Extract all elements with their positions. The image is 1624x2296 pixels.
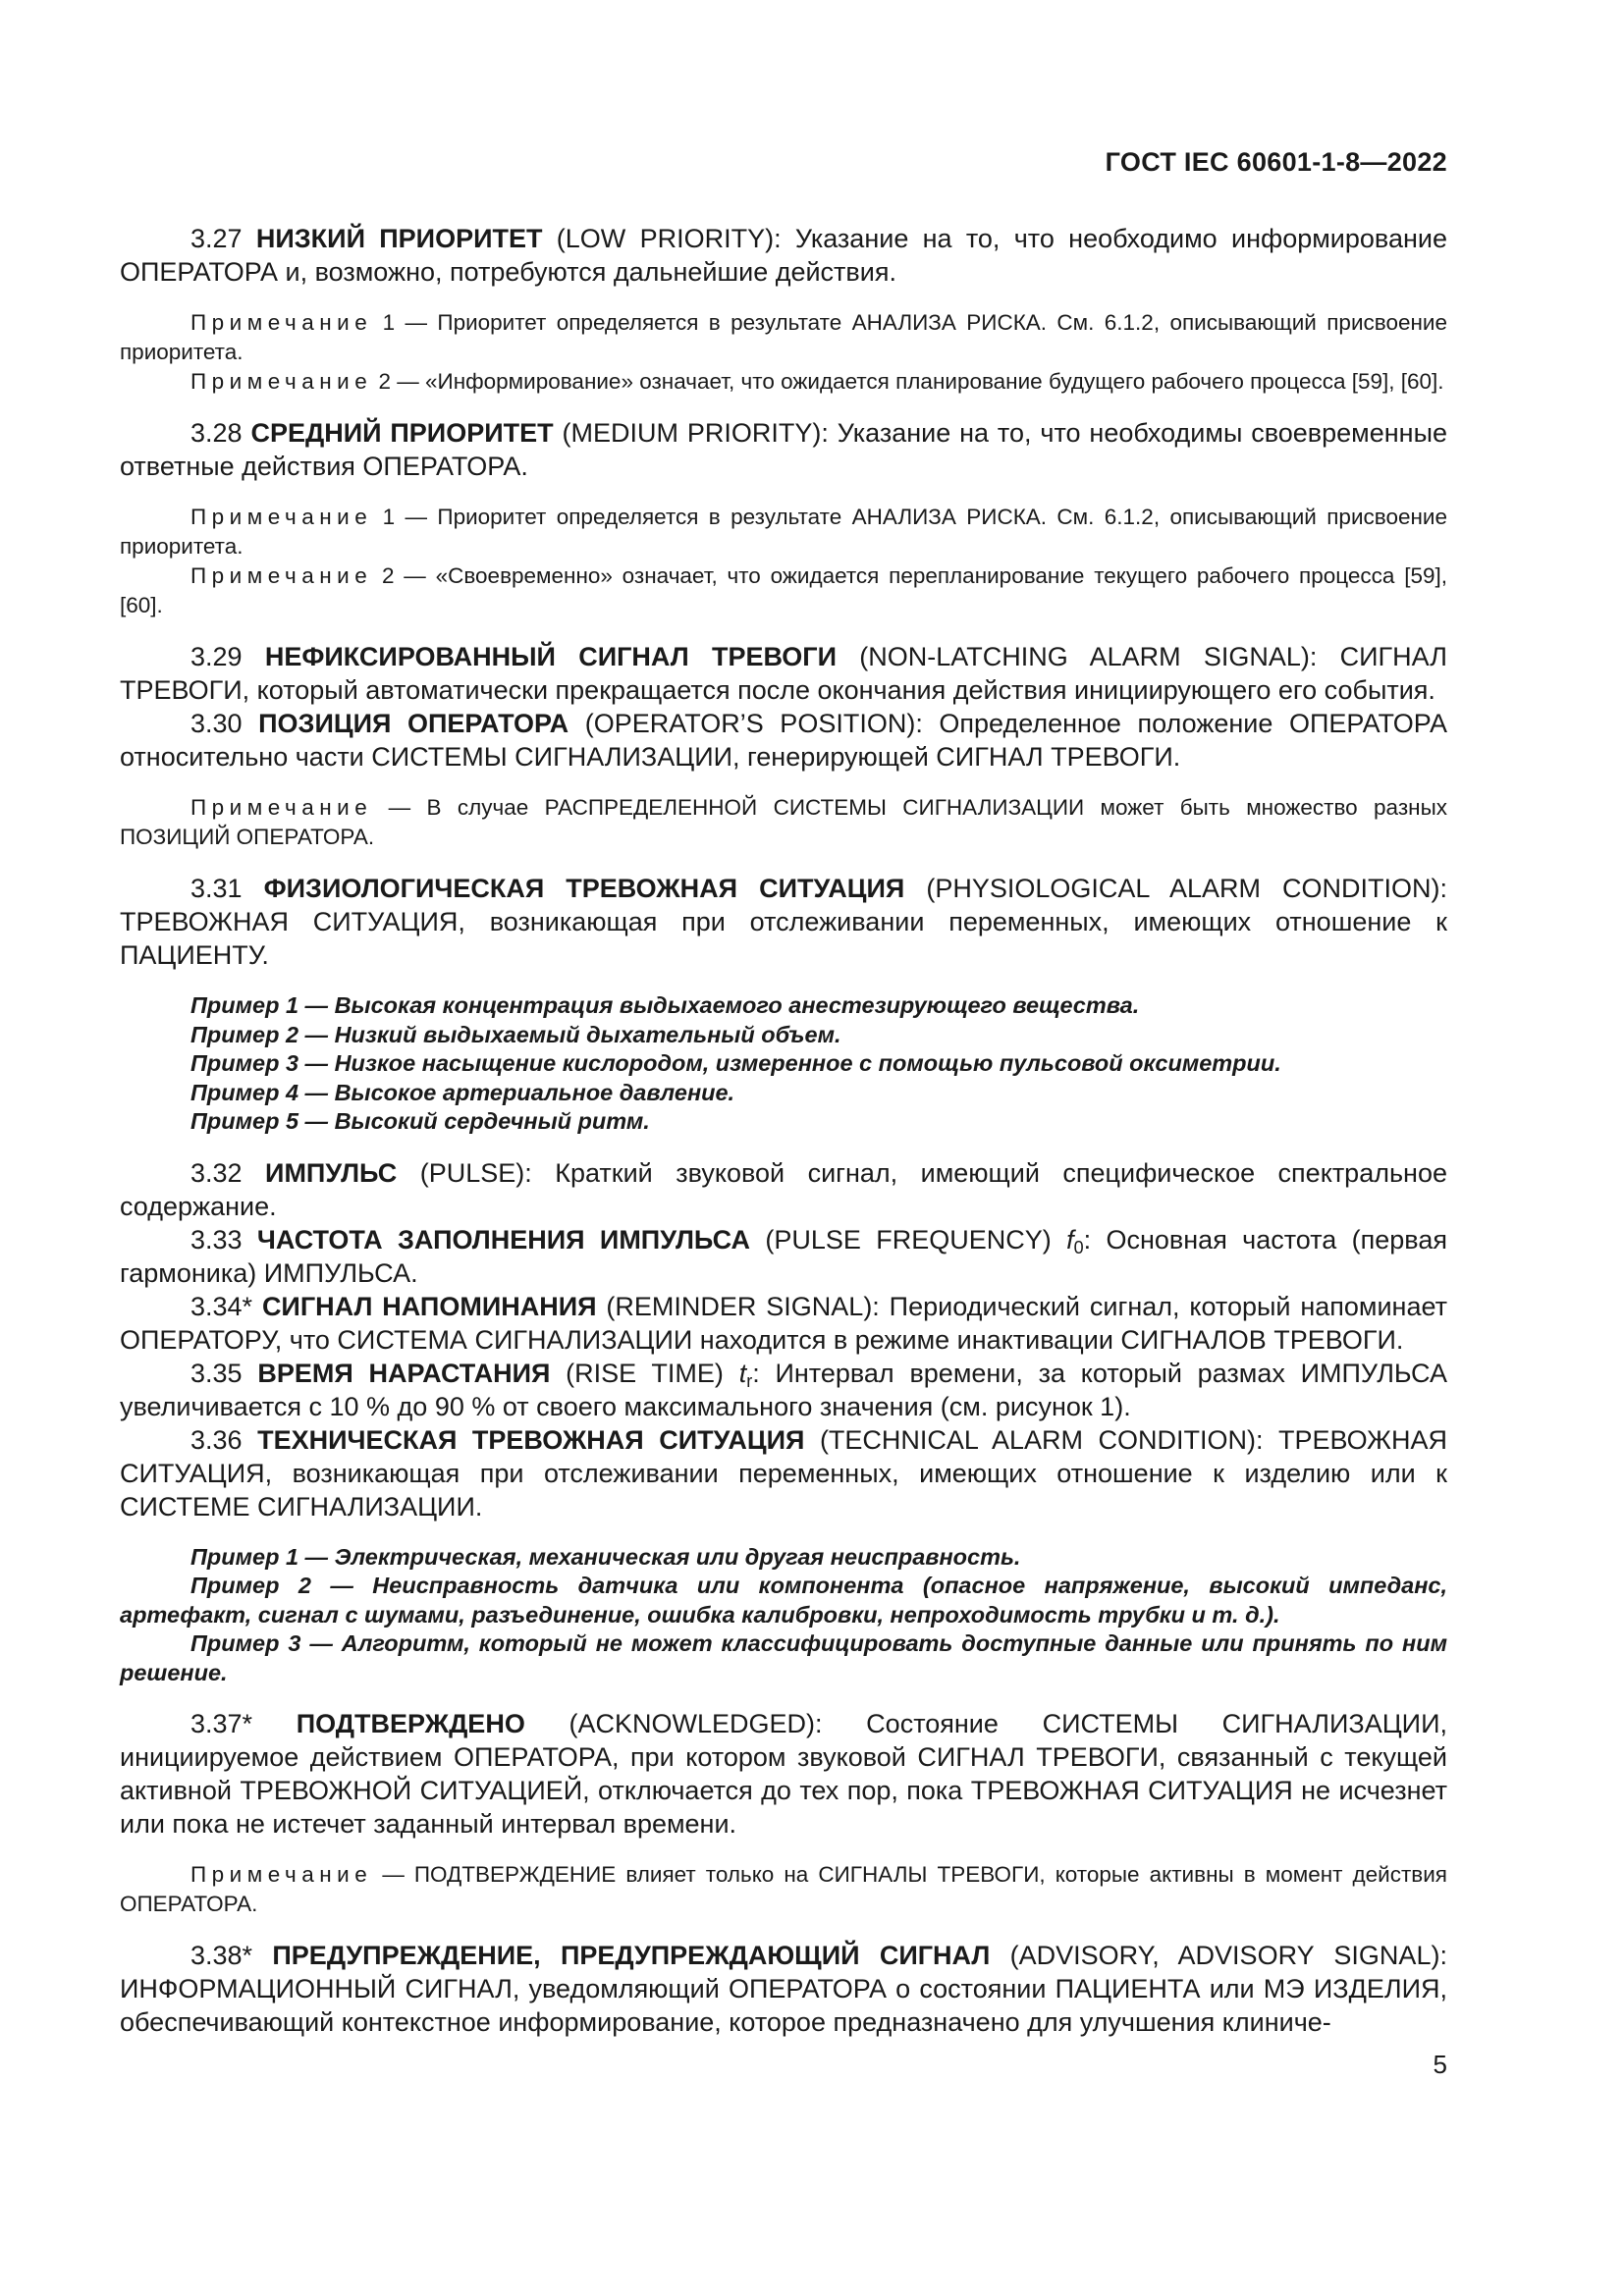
note-label: Примечание (190, 310, 373, 335)
symbol: t (738, 1358, 747, 1388)
term-definition: (NON-LATCHING ALARM SIGNAL): СИГНАЛ ТРЕВОГИ, который автоматически прекращается после окончания действия инициирующего его события. (120, 642, 1447, 705)
symbol-subscript: r (746, 1370, 753, 1391)
term-english: (PULSE FREQUENCY) (765, 1224, 1052, 1255)
note-text: 2 — «Информирование» означает, что ожидается планирование будущего рабочего процесса [59], [60]. (378, 369, 1444, 394)
note-text: — ПОДТВЕРЖДЕНИЕ влияет только на СИГНАЛЫ ТРЕВОГИ, которые активны в момент действия ОПЕРАТОРА. (120, 1862, 1447, 1916)
note-label: Примечание (190, 1862, 373, 1887)
term-name: ВРЕМЯ НАРАСТАНИЯ (257, 1358, 551, 1388)
term-number: 3.38* (190, 1941, 253, 1970)
symbol-subscript: 0 (1073, 1237, 1084, 1257)
notes-3-37 (120, 1860, 1447, 1919)
term-3-33 (120, 1223, 1447, 1290)
term-3-38 (120, 1939, 1447, 2039)
term-number: 3.36 (190, 1424, 243, 1455)
note-text: — В случае РАСПРЕДЕЛЕННОЙ СИСТЕМЫ СИГНАЛИЗАЦИИ может быть множество разных ПОЗИЦИЙ ОПЕРАТОРА. (120, 795, 1447, 849)
example-item: Пример 2 — Низкий выдыхаемый дыхательный объем. (190, 1021, 841, 1047)
document-body (120, 222, 1447, 2039)
term-3-36 (120, 1423, 1447, 1523)
page-number: 5 (1433, 2050, 1447, 2079)
term-name: СИГНАЛ НАПОМИНАНИЯ (261, 1291, 597, 1321)
term-3-34 (120, 1290, 1447, 1357)
term-definition: (PHYSIOLOGICAL ALARM CONDITION): ТРЕВОЖНАЯ СИТУАЦИЯ, возникающая при отслеживании переменных, имеющих отношение к ПАЦИЕНТУ. (120, 874, 1447, 970)
notes-3-27 (120, 308, 1447, 397)
note-label: Примечание (190, 369, 373, 394)
term-number: 3.27 (190, 224, 243, 253)
term-definition: : Интервал времени, за который размах ИМПУЛЬСА увеличивается с 10 % до 90 % от своего максимального значения (см. рисунок 1). (120, 1358, 1447, 1421)
note (120, 1860, 1447, 1919)
example-item: Пример 1 — Электрическая, механическая или другая неисправность. (190, 1543, 1021, 1570)
example-item: Пример 3 — Низкое насыщение кислородом, измеренное с помощью пульсовой оксиметрии. (190, 1050, 1281, 1076)
note-text: 1 — Приоритет определяется в результате АНАЛИЗА РИСКА. См. 6.1.2, описывающий присвоение приоритета. (120, 310, 1447, 364)
term-name: ИМПУЛЬС (265, 1157, 398, 1188)
note (120, 503, 1447, 561)
document-header: ГОСТ IEC 60601-1-8—2022 (1105, 147, 1447, 177)
term-name: НИЗКИЙ ПРИОРИТЕТ (255, 224, 543, 253)
example-item: Пример 3 — Алгоритм, который не может классифицировать доступные данные или принять по ним решение. (120, 1630, 1447, 1685)
term-3-27 (120, 222, 1447, 289)
term-number: 3.34* (190, 1291, 253, 1321)
term-name: ПОЗИЦИЯ ОПЕРАТОРА (258, 709, 569, 738)
term-number: 3.35 (190, 1358, 243, 1388)
term-number: 3.28 (190, 418, 243, 448)
examples-3-36 (120, 1543, 1447, 1688)
note-text: 1 — Приоритет определяется в результате АНАЛИЗА РИСКА. См. 6.1.2, описывающий присвоение приоритета. (120, 505, 1447, 559)
term-definition: (ACKNOWLEDGED): Состояние СИСТЕМЫ СИГНАЛИЗАЦИИ, инициируемое действием ОПЕРАТОРА, при котором звуковой СИГНАЛ ТРЕВОГИ, связанный с текущей активной ТРЕВОЖНОЙ СИТУАЦИЕЙ, отключается до тех пор, пока ТРЕВОЖНАЯ СИТУАЦИЯ не исчезнет или пока не истечет заданный интервал времени. (120, 1709, 1447, 1839)
term-name: НЕФИКСИРОВАННЫЙ СИГНАЛ ТРЕВОГИ (264, 642, 838, 671)
term-name: ЧАСТОТА ЗАПОЛНЕНИЯ ИМПУЛЬСА (256, 1224, 750, 1255)
term-definition: (OPERATOR’S POSITION): Определенное положение ОПЕРАТОРА относительно части СИСТЕМЫ СИГНАЛИЗАЦИИ, генерирующей СИГНАЛ ТРЕВОГИ. (120, 709, 1447, 772)
term-definition: : Основная частота (первая гармоника) ИМПУЛЬСА. (120, 1224, 1447, 1288)
term-definition: (MEDIUM PRIORITY): Указание на то, что необходимы своевременные ответные действия ОПЕРАТОРА. (120, 418, 1447, 481)
term-3-30 (120, 707, 1447, 774)
term-3-35 (120, 1357, 1447, 1423)
term-name: ПРЕДУПРЕЖДЕНИЕ, ПРЕДУПРЕЖДАЮЩИЙ СИГНАЛ (272, 1941, 991, 1970)
term-name: СРЕДНИЙ ПРИОРИТЕТ (250, 418, 554, 448)
term-name: ФИЗИОЛОГИЧЕСКАЯ ТРЕВОЖНАЯ СИТУАЦИЯ (263, 874, 905, 903)
note-label: Примечание (190, 563, 373, 588)
term-definition: (ADVISORY, ADVISORY SIGNAL): ИНФОРМАЦИОННЫЙ СИГНАЛ, уведомляющий ОПЕРАТОРА о состоянии ПАЦИЕНТА или МЭ ИЗДЕЛИЯ, обеспечивающий контекстное информирование, которое предназначено для улучшения клиниче- (120, 1941, 1447, 2037)
term-definition: (LOW PRIORITY): Указание на то, что необходимо информирование ОПЕРАТОРА и, возможно, потребуются дальнейшие действия. (120, 224, 1447, 287)
term-number: 3.32 (190, 1157, 243, 1188)
term-definition: (TECHNICAL ALARM CONDITION): ТРЕВОЖНАЯ СИТУАЦИЯ, возникающая при отслеживании переменных, имеющих отношение к изделию или к СИСТЕМЕ СИГНАЛИЗАЦИИ. (120, 1424, 1447, 1522)
term-number: 3.33 (190, 1224, 243, 1255)
term-english: (RISE TIME) (566, 1358, 724, 1388)
term-3-32 (120, 1156, 1447, 1223)
note-label: Примечание (190, 795, 373, 820)
example-item: Пример 5 — Высокий сердечный ритм. (190, 1108, 650, 1134)
note (120, 308, 1447, 367)
notes-3-30 (120, 793, 1447, 852)
note (120, 793, 1447, 852)
term-3-31 (120, 872, 1447, 972)
term-name: ТЕХНИЧЕСКАЯ ТРЕВОЖНАЯ СИТУАЦИЯ (257, 1424, 805, 1455)
notes-3-28 (120, 503, 1447, 620)
term-number: 3.37* (190, 1709, 253, 1738)
note (120, 561, 1447, 620)
examples-3-31 (120, 991, 1447, 1137)
example-item: Пример 1 — Высокая концентрация выдыхаемого анестезирующего вещества. (190, 992, 1140, 1018)
note-label: Примечание (190, 505, 373, 529)
term-name: ПОДТВЕРЖДЕНО (296, 1709, 525, 1738)
term-3-37 (120, 1707, 1447, 1841)
example-item: Пример 2 — Неисправность датчика или компонента (опасное напряжение, высокий импеданс, артефакт, сигнал с шумами, разъединение, ошибка калибровки, непроходимость трубки и т. д.). (120, 1573, 1447, 1628)
note (120, 367, 1447, 397)
example-item: Пример 4 — Высокое артериальное давление. (190, 1079, 735, 1105)
symbol: f (1066, 1224, 1074, 1255)
term-number: 3.29 (190, 642, 243, 671)
note-text: 2 — «Своевременно» означает, что ожидается перепланирование текущего рабочего процесса [59], [60]. (120, 563, 1447, 617)
term-definition: (PULSE): Краткий звуковой сигнал, имеющий специфическое спектральное содержание. (120, 1157, 1447, 1221)
term-number: 3.31 (190, 874, 243, 903)
term-3-29 (120, 640, 1447, 707)
term-3-28 (120, 416, 1447, 483)
term-number: 3.30 (190, 709, 243, 738)
term-definition: (REMINDER SIGNAL): Периодический сигнал, который напоминает ОПЕРАТОРУ, что СИСТЕМА СИГНАЛИЗАЦИИ находится в режиме инактивации СИГНАЛОВ ТРЕВОГИ. (120, 1291, 1447, 1355)
